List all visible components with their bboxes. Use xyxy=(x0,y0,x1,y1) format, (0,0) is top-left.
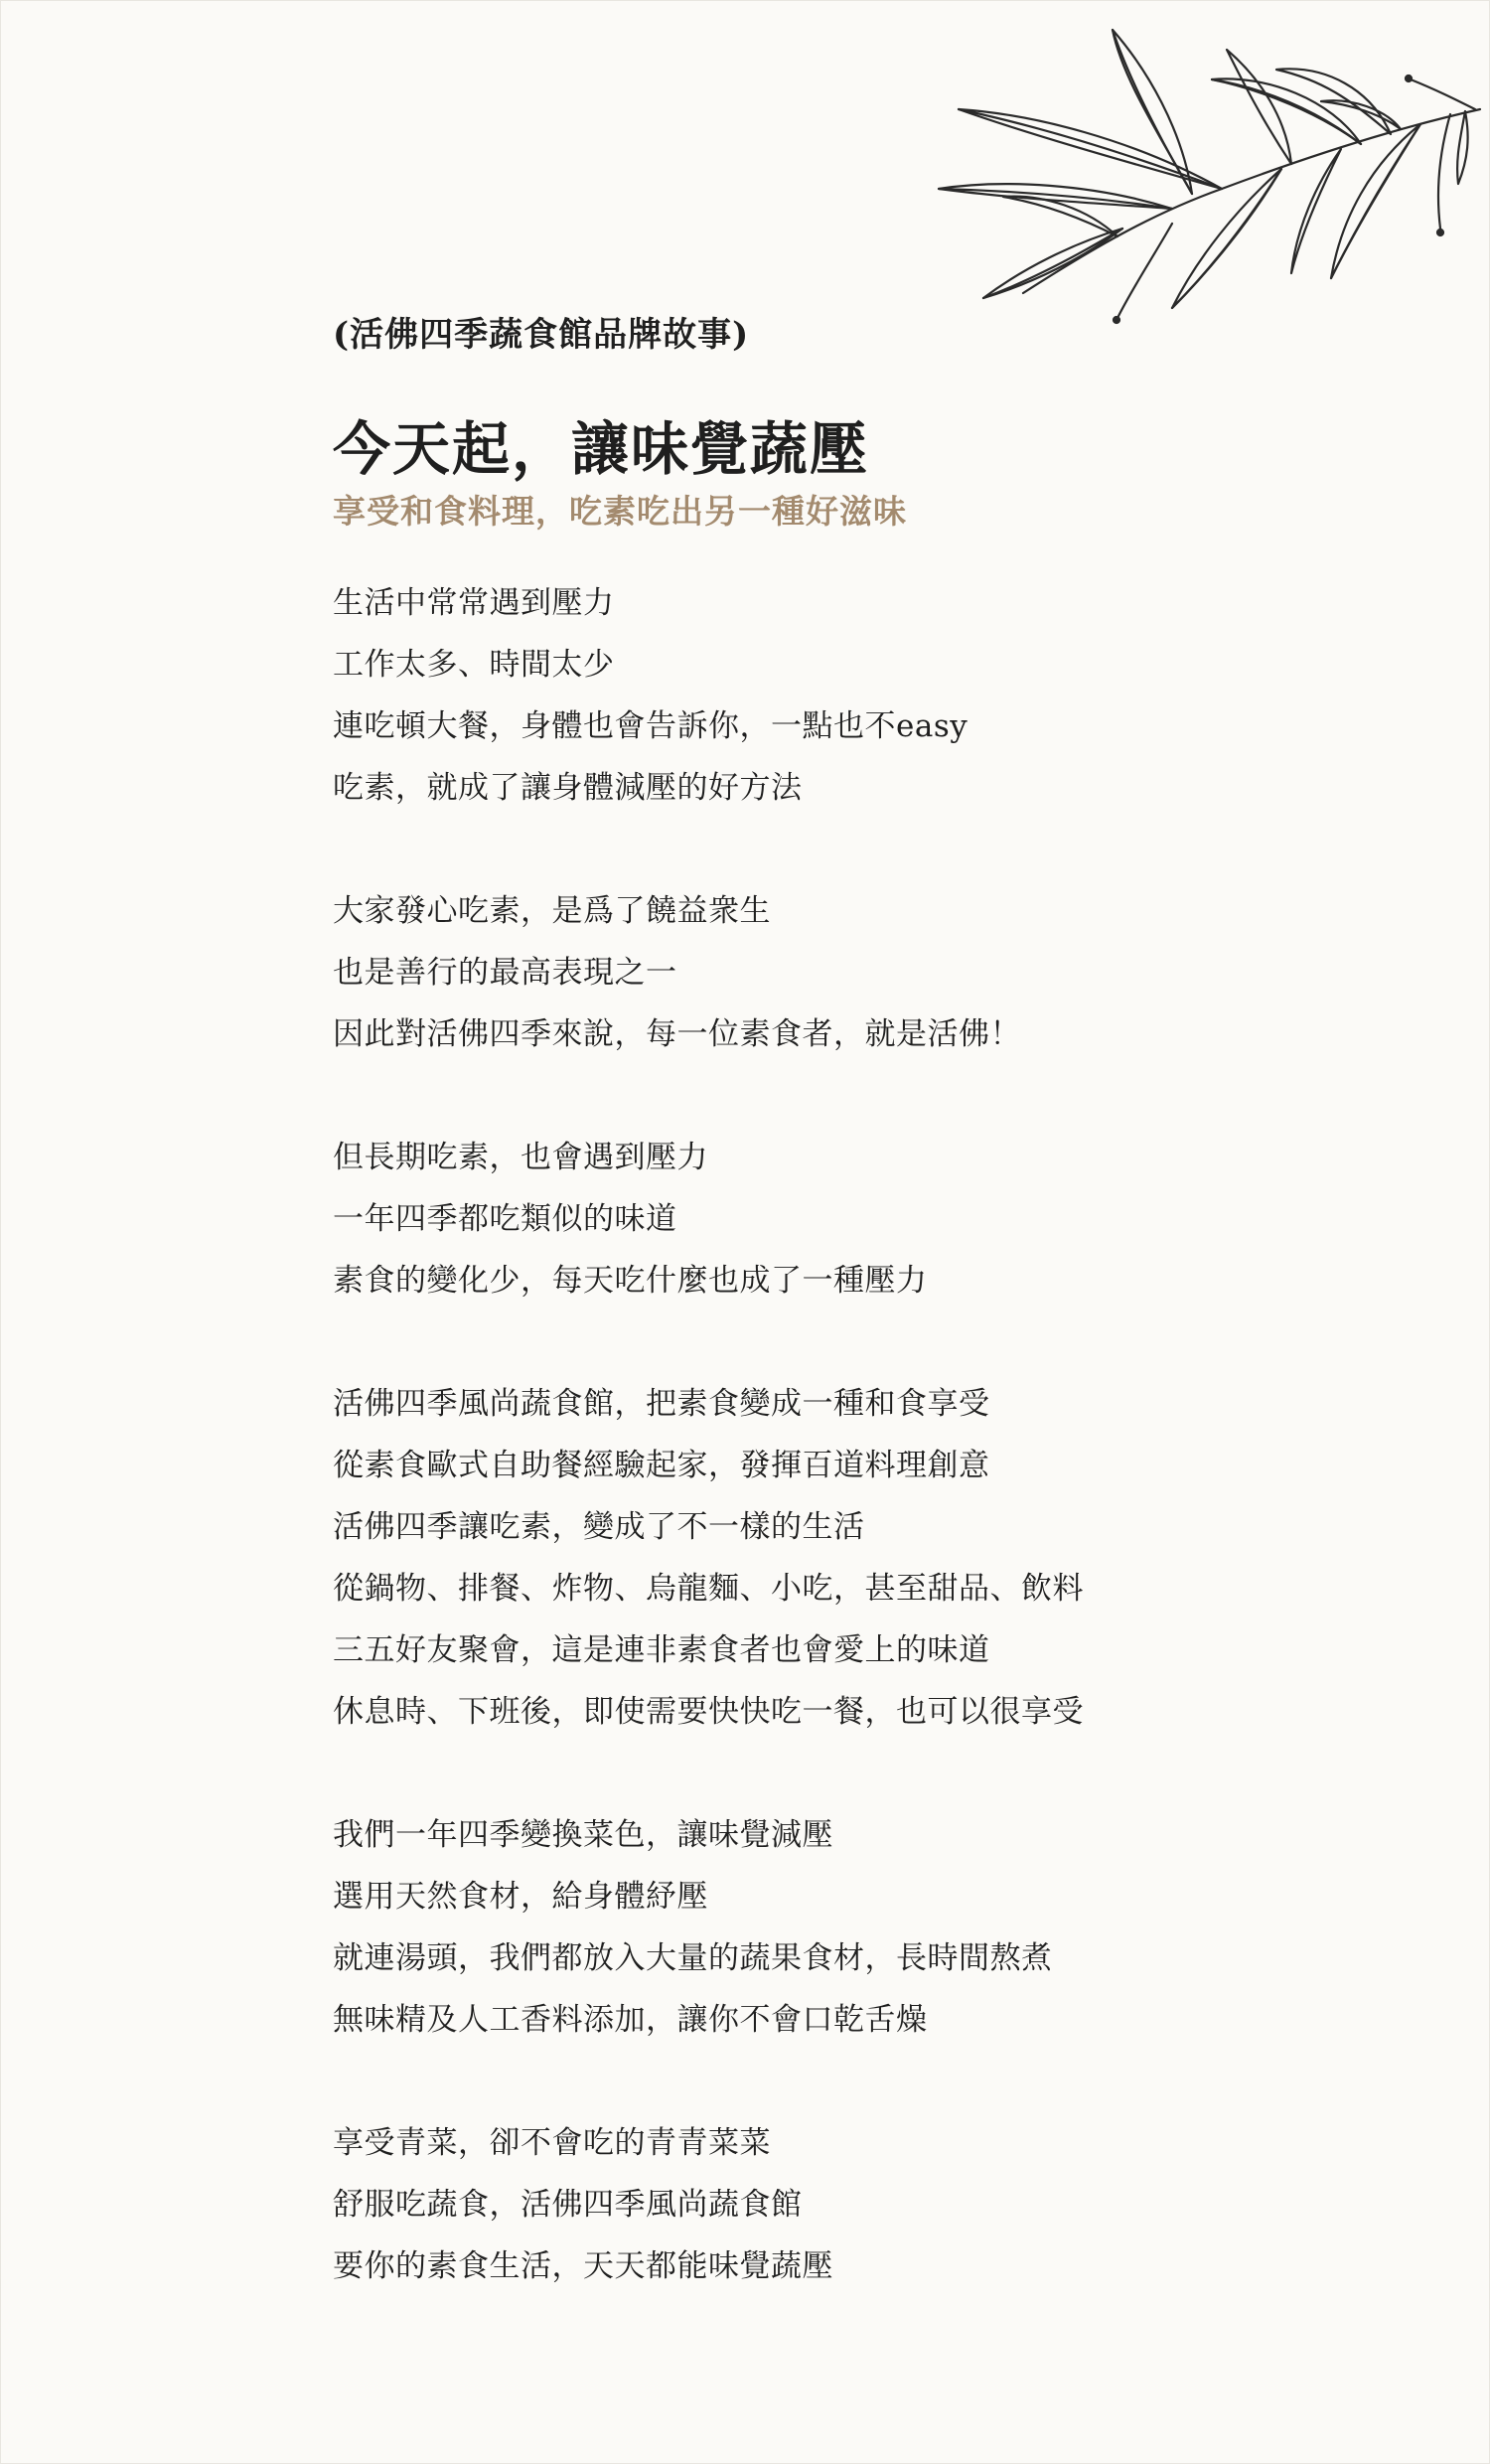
paragraph-line: 要你的素食生活，天天都能味覺蔬壓 xyxy=(333,2248,833,2284)
paragraph-line: 生活中常常遇到壓力 xyxy=(333,585,615,621)
paragraph-line: 也是善行的最高表現之一 xyxy=(333,955,677,991)
headline: 今天起，讓味覺蔬壓 xyxy=(333,415,870,483)
paragraph-line: 享受青菜，卻不會吃的青青菜菜 xyxy=(333,2125,771,2161)
paragraph xyxy=(333,572,1227,819)
subheadline: 享受和食料理，吃素吃出另一種好滋味 xyxy=(333,492,907,531)
paragraph-gap xyxy=(333,1743,1227,1804)
paragraph-line: 素食的變化少，每天吃什麼也成了一種壓力 xyxy=(333,1263,928,1299)
paragraph-line: 選用天然食材，給身體紓壓 xyxy=(333,1879,708,1915)
paragraph xyxy=(333,1127,1227,1311)
paragraph-line: 大家發心吃素，是爲了饒益衆生 xyxy=(333,893,771,929)
paragraph-line: 我們一年四季變換菜色，讓味覺減壓 xyxy=(333,1817,833,1853)
paragraph-line: 一年四季都吃類似的味道 xyxy=(333,1201,677,1237)
brand-tag: (活佛四季蔬食館品牌故事) xyxy=(333,315,750,355)
paragraph-gap xyxy=(333,2051,1227,2112)
paragraph-line: 工作太多、時間太少 xyxy=(333,647,615,683)
paragraph-line: 從鍋物、排餐、炸物、烏龍麵、小吃，甚至甜品、飲料 xyxy=(333,1571,1084,1607)
paragraph xyxy=(333,2112,1227,2297)
paragraph-line: 三五好友聚會，這是連非素食者也會愛上的味道 xyxy=(333,1632,990,1668)
paragraph-line: 就連湯頭，我們都放入大量的蔬果食材，長時間熬煮 xyxy=(333,1940,1053,1976)
paragraph-line: 因此對活佛四季來說，每一位素食者，就是活佛！ xyxy=(333,1016,1021,1052)
paragraph-line: 連吃頓大餐，身體也會告訴你，一點也不easy xyxy=(333,708,968,744)
paragraph-line: 舒服吃蔬食，活佛四季風尚蔬食館 xyxy=(333,2187,803,2223)
story-body xyxy=(333,572,1227,2297)
paragraph-line: 吃素，就成了讓身體減壓的好方法 xyxy=(333,770,803,806)
paragraph-line: 活佛四季讓吃素，變成了不一樣的生活 xyxy=(333,1509,865,1545)
olive-branch-illustration xyxy=(924,20,1490,328)
paragraph-gap xyxy=(333,1065,1227,1127)
brand-story xyxy=(333,310,1227,2297)
paragraph-line: 從素食歐式自助餐經驗起家，發揮百道料理創意 xyxy=(333,1448,990,1483)
paragraph-gap xyxy=(333,819,1227,880)
paragraph-line: 但長期吃素，也會遇到壓力 xyxy=(333,1140,708,1175)
paragraph-line: 休息時、下班後，即使需要快快吃一餐，也可以很享受 xyxy=(333,1694,1084,1730)
paragraph-line: 無味精及人工香料添加，讓你不會口乾舌燥 xyxy=(333,2002,928,2038)
paragraph-gap xyxy=(333,1311,1227,1373)
paragraph-line: 活佛四季風尚蔬食館，把素食變成一種和食享受 xyxy=(333,1386,990,1422)
paragraph xyxy=(333,1804,1227,2051)
paragraph xyxy=(333,1373,1227,1743)
paragraph xyxy=(333,880,1227,1065)
